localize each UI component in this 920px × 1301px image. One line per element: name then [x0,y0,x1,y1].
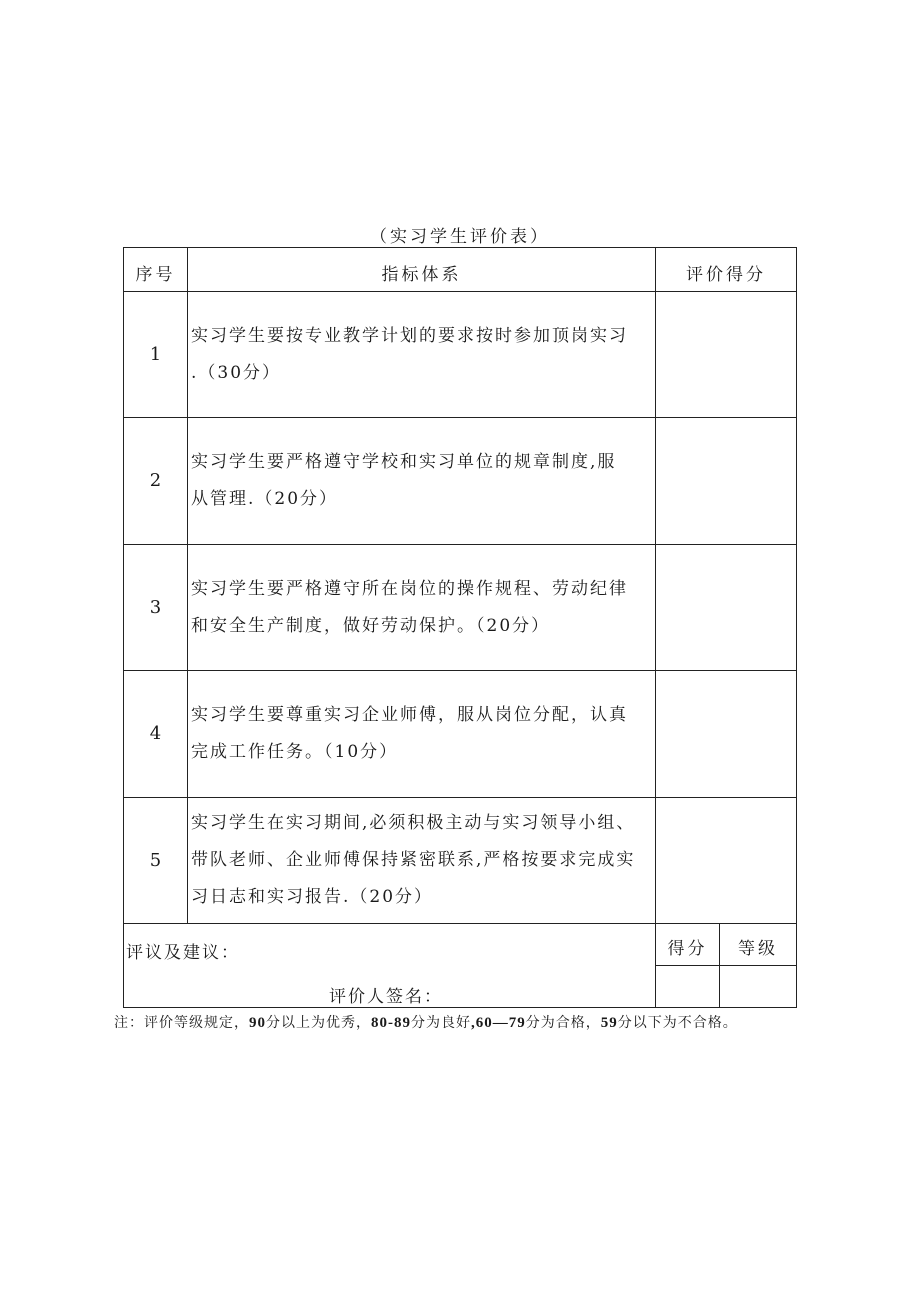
evaluation-table [123,247,797,1008]
table-row [124,671,797,798]
row-criteria: 实习学生要严格遵守所在岗位的操作规程、劳动纪律 和安全生产制度，做好劳动保护。（20分） [188,545,656,671]
grading-note: 注：评价等级规定，90分以上为优秀，80-89分为良好,60—79分为合格，59分以下为不合格。 [114,1015,738,1031]
comment-cell[interactable] [124,924,656,1008]
score-header: 得分 [656,924,720,966]
row-rating-cell[interactable] [656,798,797,924]
table-header-row [124,248,797,292]
signer-label: 评价人签名： [329,987,443,1007]
row-criteria: 实习学生要按专业教学计划的要求按时参加顶岗实习 .（30分） [188,292,656,418]
row-criteria: 实习学生在实习期间,必须积极主动与实习领导小组、 带队老师、企业师傅保持紧密联系,严格按要求完成实 习日志和实习报告.（20分） [188,798,656,924]
row-rating-cell[interactable] [656,545,797,671]
footer-row [124,924,797,966]
row-criteria: 实习学生要尊重实习企业师傅，服从岗位分配，认真 完成工作任务。（10分） [188,671,656,798]
row-rating-cell[interactable] [656,671,797,798]
grade-value-cell[interactable] [720,966,797,1008]
comment-label: 评议及建议： [126,943,240,963]
form-title: （实习学生评价表） [370,227,550,247]
table-row [124,418,797,545]
row-criteria: 实习学生要严格遵守学校和实习单位的规章制度,服 从管理.（20分） [188,418,656,545]
row-index: 1 [124,292,188,418]
row-index: 4 [124,671,188,798]
table-row [124,798,797,924]
row-index: 3 [124,545,188,671]
table-row [124,292,797,418]
table-row [124,545,797,671]
header-criteria: 指标体系 [188,248,656,292]
header-rating: 评价得分 [656,248,797,292]
grade-header: 等级 [720,924,797,966]
row-index: 5 [124,798,188,924]
header-index: 序号 [124,248,188,292]
row-rating-cell[interactable] [656,292,797,418]
row-rating-cell[interactable] [656,418,797,545]
score-value-cell[interactable] [656,966,720,1008]
row-index: 2 [124,418,188,545]
